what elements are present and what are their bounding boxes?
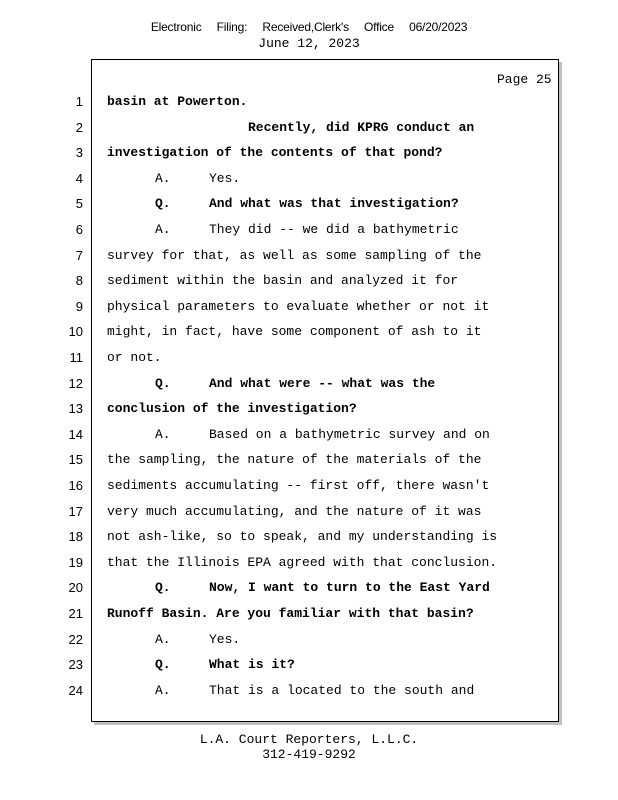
- transcript-line: [0, 630, 618, 650]
- line-text: [107, 527, 497, 547]
- line-content: That is a located to the south and: [209, 683, 475, 698]
- reporter-company: L.A. Court Reporters, L.L.C.: [199, 732, 419, 747]
- transcript-line: [0, 143, 618, 163]
- line-text: [107, 450, 481, 470]
- filing-word-filing: Filing:: [216, 20, 248, 34]
- line-text: [155, 425, 490, 445]
- line-content: And what was that investigation?: [209, 196, 459, 211]
- line-text: [155, 169, 240, 189]
- line-number: 12: [68, 376, 83, 391]
- line-text: [107, 502, 481, 522]
- question-marker: Q.: [155, 376, 171, 391]
- line-text: [107, 553, 497, 573]
- line-content: investigation of the contents of that pond?: [107, 145, 443, 160]
- filing-stamp: [0, 20, 618, 34]
- line-content: physical parameters to evaluate whether or not it: [107, 299, 490, 314]
- line-content: basin at Powerton.: [107, 94, 248, 109]
- line-number: 10: [68, 324, 83, 339]
- transcript-line: [0, 271, 618, 291]
- transcript-line: [0, 502, 618, 522]
- line-text: [155, 374, 435, 394]
- line-content: that the Illinois EPA agreed with that conclusion.: [107, 555, 498, 570]
- line-content: sediments accumulating -- first off, there wasn't: [107, 478, 490, 493]
- deposition-date: June 12, 2023: [258, 36, 360, 51]
- transcript-line: [0, 681, 618, 701]
- line-number: 4: [75, 171, 83, 186]
- line-text: [107, 143, 442, 163]
- line-text: [107, 348, 162, 368]
- line-number: 23: [68, 657, 83, 672]
- line-text: [155, 681, 474, 701]
- line-number: 3: [75, 145, 83, 160]
- question-marker: Q.: [155, 580, 171, 595]
- line-text: [107, 271, 458, 291]
- line-text: [107, 604, 474, 624]
- line-number: 17: [68, 504, 83, 519]
- transcript-line: [0, 169, 618, 189]
- answer-marker: A.: [155, 632, 171, 647]
- reporter-phone: 312-419-9292: [262, 747, 356, 762]
- answer-marker: A.: [155, 427, 171, 442]
- answer-marker: A.: [155, 683, 171, 698]
- filing-word-electronic: Electronic: [150, 20, 202, 34]
- line-content: not ash-like, so to speak, and my understanding is: [107, 529, 498, 544]
- transcript-line: [0, 194, 618, 214]
- line-number: 9: [75, 299, 83, 314]
- question-marker: Q.: [155, 657, 171, 672]
- transcript-line: [0, 578, 618, 598]
- line-text: [107, 399, 357, 419]
- line-content: They did -- we did a bathymetric: [209, 222, 459, 237]
- line-content: sediment within the basin and analyzed it for: [107, 273, 459, 288]
- line-content: survey for that, as well as some sampling of the: [107, 248, 482, 263]
- line-text: [107, 246, 481, 266]
- page-number: Page 25: [497, 72, 552, 87]
- line-content: Yes.: [209, 632, 241, 647]
- transcript-line: [0, 322, 618, 342]
- line-number: 14: [68, 427, 83, 442]
- transcript-line: [0, 604, 618, 624]
- line-content: Yes.: [209, 171, 241, 186]
- line-content: or not.: [107, 350, 162, 365]
- line-text: [155, 220, 459, 240]
- line-number: 19: [68, 555, 83, 570]
- line-text: [155, 578, 490, 598]
- line-number: 2: [75, 120, 83, 135]
- line-text: [107, 322, 481, 342]
- question-marker: Q.: [155, 196, 171, 211]
- transcript-line: [0, 476, 618, 496]
- transcript-line: [0, 655, 618, 675]
- line-content: Based on a bathymetric survey and on: [209, 427, 490, 442]
- line-text: [107, 92, 247, 112]
- line-number: 7: [75, 248, 83, 263]
- line-text: [107, 476, 489, 496]
- line-text: [155, 194, 459, 214]
- transcript-line: [0, 297, 618, 317]
- line-number: 22: [68, 632, 83, 647]
- transcript-line: [0, 450, 618, 470]
- line-number: 21: [68, 606, 83, 621]
- line-text: [155, 655, 295, 675]
- filing-word-office: Office: [364, 20, 394, 34]
- line-number: 18: [68, 529, 83, 544]
- transcript-line: [0, 553, 618, 573]
- line-number: 6: [75, 222, 83, 237]
- line-text: [248, 118, 474, 138]
- line-content: very much accumulating, and the nature of it was: [107, 504, 482, 519]
- line-content: And what were -- what was the: [209, 376, 436, 391]
- transcript-line: [0, 425, 618, 445]
- line-number: 11: [69, 350, 83, 365]
- line-number: 20: [68, 580, 83, 595]
- line-number: 13: [68, 401, 83, 416]
- line-content: might, in fact, have some component of ash to it: [107, 324, 482, 339]
- line-number: 15: [68, 452, 83, 467]
- transcript-line: [0, 246, 618, 266]
- line-content: Recently, did KPRG conduct an: [248, 120, 475, 135]
- line-content: the sampling, the nature of the materials of the: [107, 452, 482, 467]
- line-content: Runoff Basin. Are you familiar with that basin?: [107, 606, 474, 621]
- line-text: [155, 630, 240, 650]
- filing-word-received: Received,Clerk's: [262, 20, 349, 34]
- transcript-line: [0, 220, 618, 240]
- filing-date: 06/20/2023: [409, 20, 468, 34]
- line-content: What is it?: [209, 657, 295, 672]
- line-number: 5: [75, 196, 83, 211]
- answer-marker: A.: [155, 222, 171, 237]
- transcript-line: [0, 92, 618, 112]
- transcript-line: [0, 374, 618, 394]
- transcript-line: [0, 527, 618, 547]
- line-number: 24: [68, 683, 83, 698]
- transcript-line: [0, 348, 618, 368]
- line-text: [107, 297, 489, 317]
- line-number: 1: [75, 94, 83, 109]
- line-number: 16: [68, 478, 83, 493]
- line-number: 8: [75, 273, 83, 288]
- answer-marker: A.: [155, 171, 171, 186]
- line-content: conclusion of the investigation?: [107, 401, 357, 416]
- transcript-line: [0, 399, 618, 419]
- transcript-line: [0, 118, 618, 138]
- line-content: Now, I want to turn to the East Yard: [209, 580, 490, 595]
